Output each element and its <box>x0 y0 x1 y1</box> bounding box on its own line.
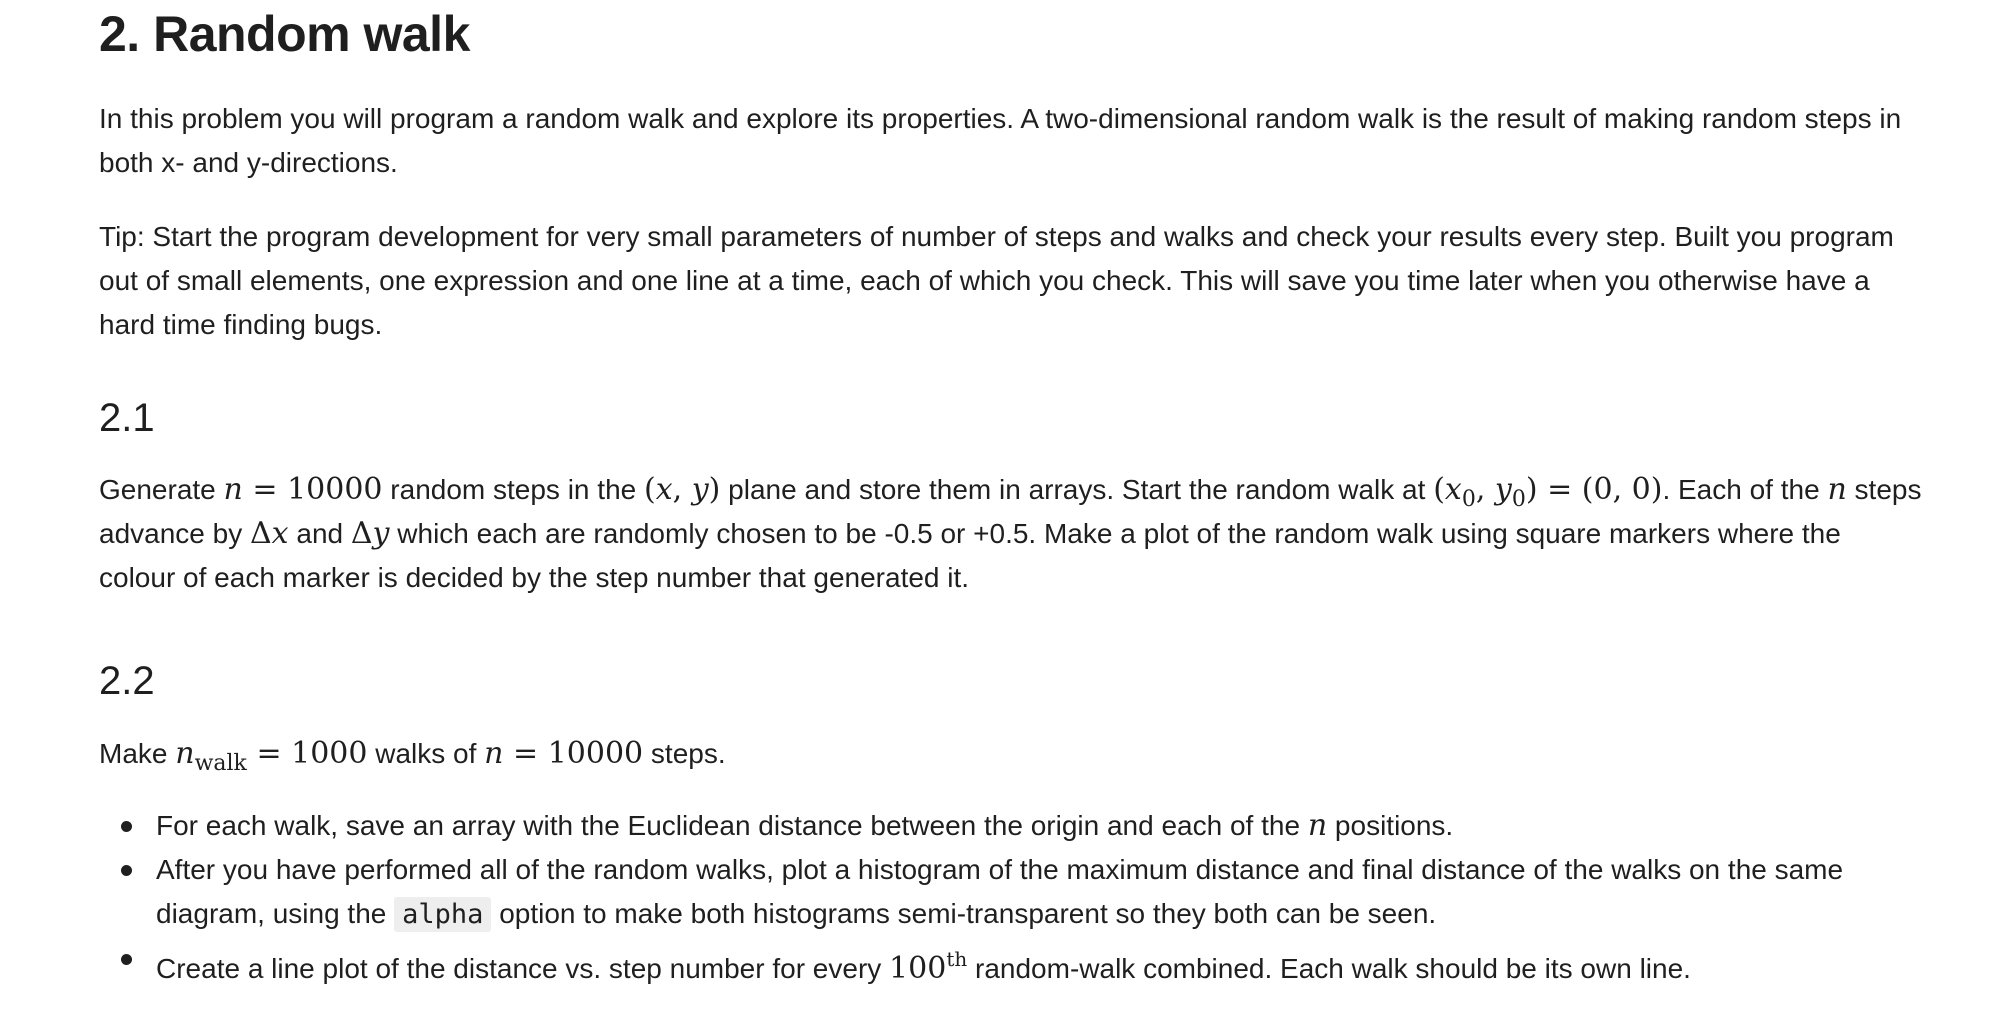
text: After you have performed all of the random walks, plot a histogram of the maximum distance and final distance of the walks on the same <box>156 854 1844 885</box>
text-line <box>99 732 2009 776</box>
intro-paragraph <box>99 97 2009 185</box>
text-line: out of small elements, one expression and one line at a time, each of which you check. This will save you time later when you otherwise have a <box>99 265 1870 296</box>
bullet-icon <box>121 954 132 965</box>
math-n: n <box>1307 808 1328 843</box>
page-title: 2. Random walk <box>99 6 470 62</box>
math-delta-y: Δy <box>350 516 390 551</box>
text: which each are randomly chosen to be -0.5 or +0.5. Make a plot of the random walk using square markers where the <box>389 518 1841 549</box>
text-line: hard time finding bugs. <box>99 309 383 340</box>
list-item <box>99 937 1843 991</box>
section-2-1-paragraph <box>99 468 2009 600</box>
task-list <box>99 804 1843 991</box>
list-item <box>99 804 1843 848</box>
math-100th: 100th <box>889 947 968 986</box>
math-xy: (x, y) <box>644 472 721 507</box>
text: steps <box>1846 474 1922 505</box>
text-line: In this problem you will program a random walk and explore its properties. A two-dimensional random walk is the result of making random steps in <box>99 103 1902 134</box>
section-heading-2-2: 2.2 <box>99 659 155 703</box>
text: Create a line plot of the distance vs. step number for every <box>156 953 890 984</box>
code-alpha: alpha <box>394 897 491 932</box>
text: positions. <box>1327 810 1454 841</box>
math-n-walk: $n_{walk} = 1000$ <box>175 736 368 776</box>
math-n-equals: n = 10000 <box>223 472 383 507</box>
text: For each walk, save an array with the Euclidean distance between the origin and each of the <box>156 810 1308 841</box>
text-line: Tip: Start the program development for very small parameters of number of steps and walks and check your results every step. Built you program <box>99 221 1894 252</box>
math-delta-x: Δx <box>250 516 289 551</box>
section-heading-2-1: 2.1 <box>99 396 155 440</box>
math-n: n <box>1827 472 1847 507</box>
text-line: both x- and y-directions. <box>99 147 398 178</box>
text: random steps in the <box>382 474 644 505</box>
text: walks of <box>367 738 485 769</box>
text: steps. <box>643 738 726 769</box>
tip-paragraph <box>99 215 2009 347</box>
list-item <box>99 848 1843 937</box>
text-line: colour of each marker is decided by the step number that generated it. <box>99 562 970 593</box>
text: and <box>288 518 351 549</box>
text-line <box>99 468 2009 512</box>
bullet-icon <box>121 865 132 876</box>
bullet-icon <box>121 821 132 832</box>
section-2-2-paragraph <box>99 732 2009 776</box>
text: Make <box>99 738 176 769</box>
text: random-walk combined. Each walk should be its own line. <box>967 953 1691 984</box>
text: plane and store them in arrays. Start the random walk at <box>720 474 1434 505</box>
text-line <box>99 512 2009 556</box>
text: option to make both histograms semi-transparent so they both can be seen. <box>491 898 1437 929</box>
math-origin: ($x_0$, $y_0) = (0$, 0) <box>1433 472 1663 512</box>
text: advance by <box>99 518 250 549</box>
text: diagram, using the <box>156 898 395 929</box>
math-n-equals: n = 10000 <box>484 736 644 771</box>
text: Generate <box>99 474 224 505</box>
text: . Each of the <box>1662 474 1828 505</box>
